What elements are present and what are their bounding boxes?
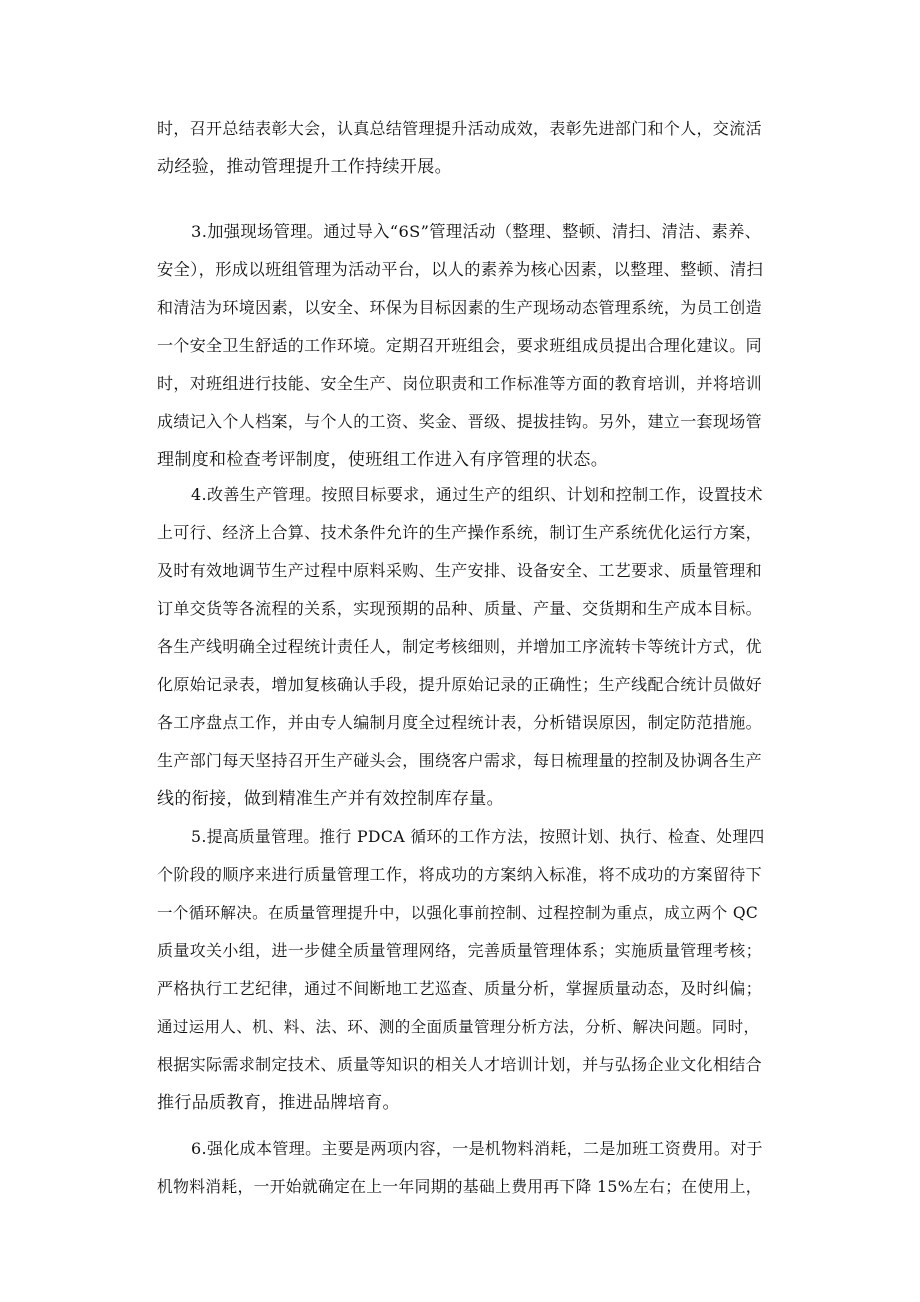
paragraph-2-line-5: 时，对班组进行技能、安全生产、岗位职责和工作标准等方面的教育培训，并将培训 — [157, 374, 762, 393]
paragraph-3-line-2: 上可行、经济上合算、技术条件允许的生产操作系统，制订生产系统优化运行方案， — [157, 523, 762, 542]
paragraph-5-line-1: 6.强化成本管理。主要是两项内容，一是机物料消耗，二是加班工资费用。对于 — [191, 1139, 763, 1158]
paragraph-1-line-1: 时，召开总结表彰大会，认真总结管理提升活动成效，表彰先进部门和个人，交流活 — [157, 119, 762, 138]
paragraph-4-line-1: 5.提高质量管理。推行 PDCA 循环的工作方法，按照计划、执行、检查、处理四 — [191, 827, 765, 846]
paragraph-3-line-9: 线的衔接，做到精准生产并有效控制库存量。 — [157, 789, 504, 809]
paragraph-4-line-3: 一个循环解决。在质量管理提升中，以强化事前控制、过程控制为重点，成立两个 QC — [157, 904, 759, 922]
paragraph-3-line-6: 化原始记录表，增加复核确认手段，提升原始记录的正确性；生产线配合统计员做好 — [157, 675, 762, 694]
paragraph-4-line-2: 个阶段的顺序来进行质量管理工作，将成功的方案纳入标准，将不成功的方案留待下 — [157, 865, 762, 884]
paragraph-3-line-8: 生产部门每天坚持召开生产碰头会，围绕客户需求，每日梳理量的控制及协调各生产 — [157, 751, 762, 770]
paragraph-4-line-5: 严格执行工艺纪律，通过不间断地工艺巡查、质量分析，掌握质量动态，及时纠偏； — [157, 979, 762, 998]
paragraph-3-line-5: 各生产线明确全过程统计责任人，制定考核细则，并增加工序流转卡等统计方式，优 — [157, 637, 762, 656]
paragraph-4-line-6: 通过运用人、机、料、法、环、测的全面质量管理分析方法，分析、解决问题。同时， — [157, 1018, 760, 1036]
paragraph-3-line-1: 4.改善生产管理。按照目标要求，通过生产的组织、计划和控制工作，设置技术 — [191, 485, 763, 504]
paragraph-4-line-8: 推行品质教育，推进品牌培育。 — [157, 1093, 400, 1113]
paragraph-5-line-2: 机物料消耗，一开始就确定在上一年同期的基础上费用再下降 15%左右；在使用上， — [157, 1177, 762, 1196]
paragraph-3-line-4: 订单交货等各流程的关系，实现预期的品种、质量、产量、交货期和生产成本目标。 — [157, 599, 762, 618]
paragraph-2-line-4: 一个安全卫生舒适的工作环境。定期召开班组会，要求班组成员提出合理化建议。同 — [157, 336, 762, 355]
paragraph-3-line-3: 及时有效地调节生产过程中原料采购、生产安排、设备安全、工艺要求、质量管理和 — [157, 561, 762, 580]
paragraph-1-line-2: 动经验，推动管理提升工作持续开展。 — [157, 157, 452, 177]
paragraph-4-line-7: 根据实际需求制定技术、质量等知识的相关人才培训计划，并与弘扬企业文化相结合 — [157, 1055, 762, 1074]
paragraph-2-line-2: 安全），形成以班组管理为活动平台，以人的素养为核心因素，以整理、整顿、清扫 — [157, 260, 764, 279]
paragraph-2-line-1: 3.加强现场管理。通过导入“6S”管理活动（整理、整顿、清扫、清洁、素养、 — [191, 222, 762, 241]
paragraph-2-line-3: 和清洁为环境因素，以安全、环保为目标因素的生产现场动态管理系统，为员工创造 — [157, 298, 762, 317]
paragraph-2-line-7: 理制度和检查考评制度，使班组工作进入有序管理的状态。 — [157, 450, 609, 470]
paragraph-4-line-4: 质量攻关小组，进一步健全质量管理网络，完善质量管理体系；实施质量管理考核； — [157, 941, 762, 960]
paragraph-3-line-7: 各工序盘点工作，并由专人编制月度全过程统计表，分析错误原因，制定防范措施。 — [157, 713, 762, 732]
paragraph-2-line-6: 成绩记入个人档案，与个人的工资、奖金、晋级、提拔挂钩。另外，建立一套现场管 — [157, 412, 762, 431]
